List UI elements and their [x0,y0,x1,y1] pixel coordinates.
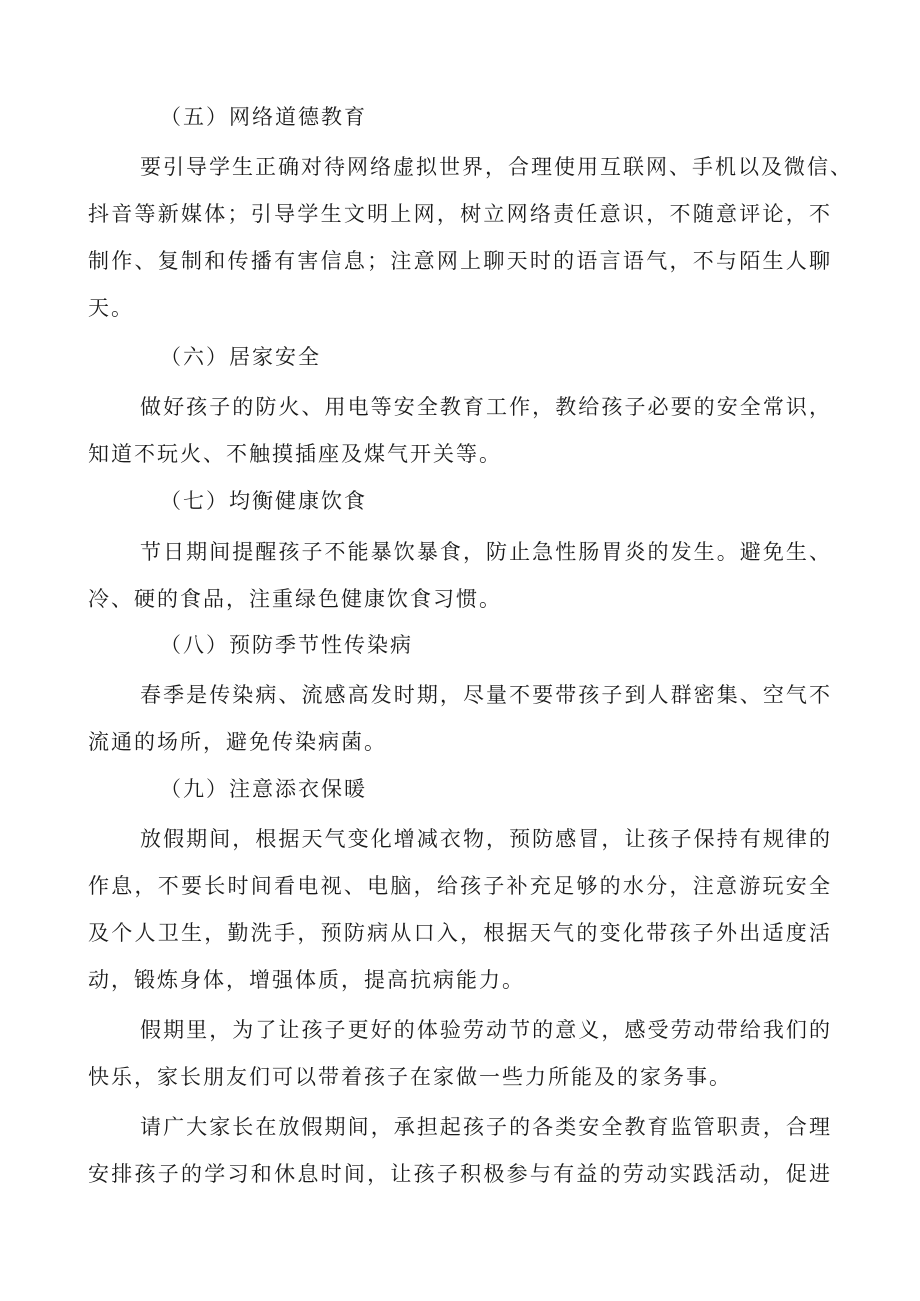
section-heading-8: （八）预防季节性传染病 [160,633,413,657]
section-9-line-4: 动，锻炼身体，增强体质，提高抗病能力。 [88,968,525,992]
section-6-line-1: 做好孩子的防火、用电等安全教育工作，教给孩子必要的安全常识， [140,395,832,419]
paragraph-2-line-1: 请广大家长在放假期间，承担起孩子的各类安全教育监管职责，合理 [140,1115,832,1139]
section-5-line-3: 制作、复制和传播有害信息；注意网上聊天时的语言语气，不与陌生人聊 [88,249,832,273]
section-heading-9: （九）注意添衣保暖 [160,777,367,801]
section-5-line-1: 要引导学生正确对待网络虚拟世界，合理使用互联网、手机以及微信、 [140,155,853,179]
section-8-line-1: 春季是传染病、流感高发时期，尽量不要带孩子到人群密集、空气不 [140,683,832,707]
section-7-line-2: 冷、硬的食品，注重绿色健康饮食习惯。 [88,587,502,611]
section-7-line-1: 节日期间提醒孩子不能暴饮暴食，防止急性肠胃炎的发生。避免生、 [140,540,832,564]
section-heading-5: （五）网络道德教育 [160,105,367,129]
paragraph-2-line-2: 安排孩子的学习和休息时间，让孩子积极参与有益的劳动实践活动，促进 [88,1162,832,1186]
section-heading-7: （七）均衡健康饮食 [160,489,367,513]
section-8-line-2: 流通的场所，避免传染病菌。 [88,730,387,754]
section-9-line-2: 作息，不要长时间看电视、电脑，给孩子补充足够的水分，注意游玩安全 [88,874,832,898]
section-9-line-3: 及个人卫生，勤洗手，预防病从口入，根据天气的变化带孩子外出适度活 [88,921,832,945]
section-6-line-2: 知道不玩火、不触摸插座及煤气开关等。 [88,442,502,466]
paragraph-1-line-1: 假期里，为了让孩子更好的体验劳动节的意义，感受劳动带给我们的 [140,1018,832,1042]
section-5-line-2: 抖音等新媒体；引导学生文明上网，树立网络责任意识，不随意评论，不 [88,202,832,226]
section-5-line-4: 天。 [88,296,134,320]
section-9-line-1: 放假期间，根据天气变化增减衣物，预防感冒，让孩子保持有规律的 [140,827,832,851]
section-heading-6: （六）居家安全 [160,345,321,369]
paragraph-1-line-2: 快乐，家长朋友们可以带着孩子在家做一些力所能及的家务事。 [88,1065,732,1089]
